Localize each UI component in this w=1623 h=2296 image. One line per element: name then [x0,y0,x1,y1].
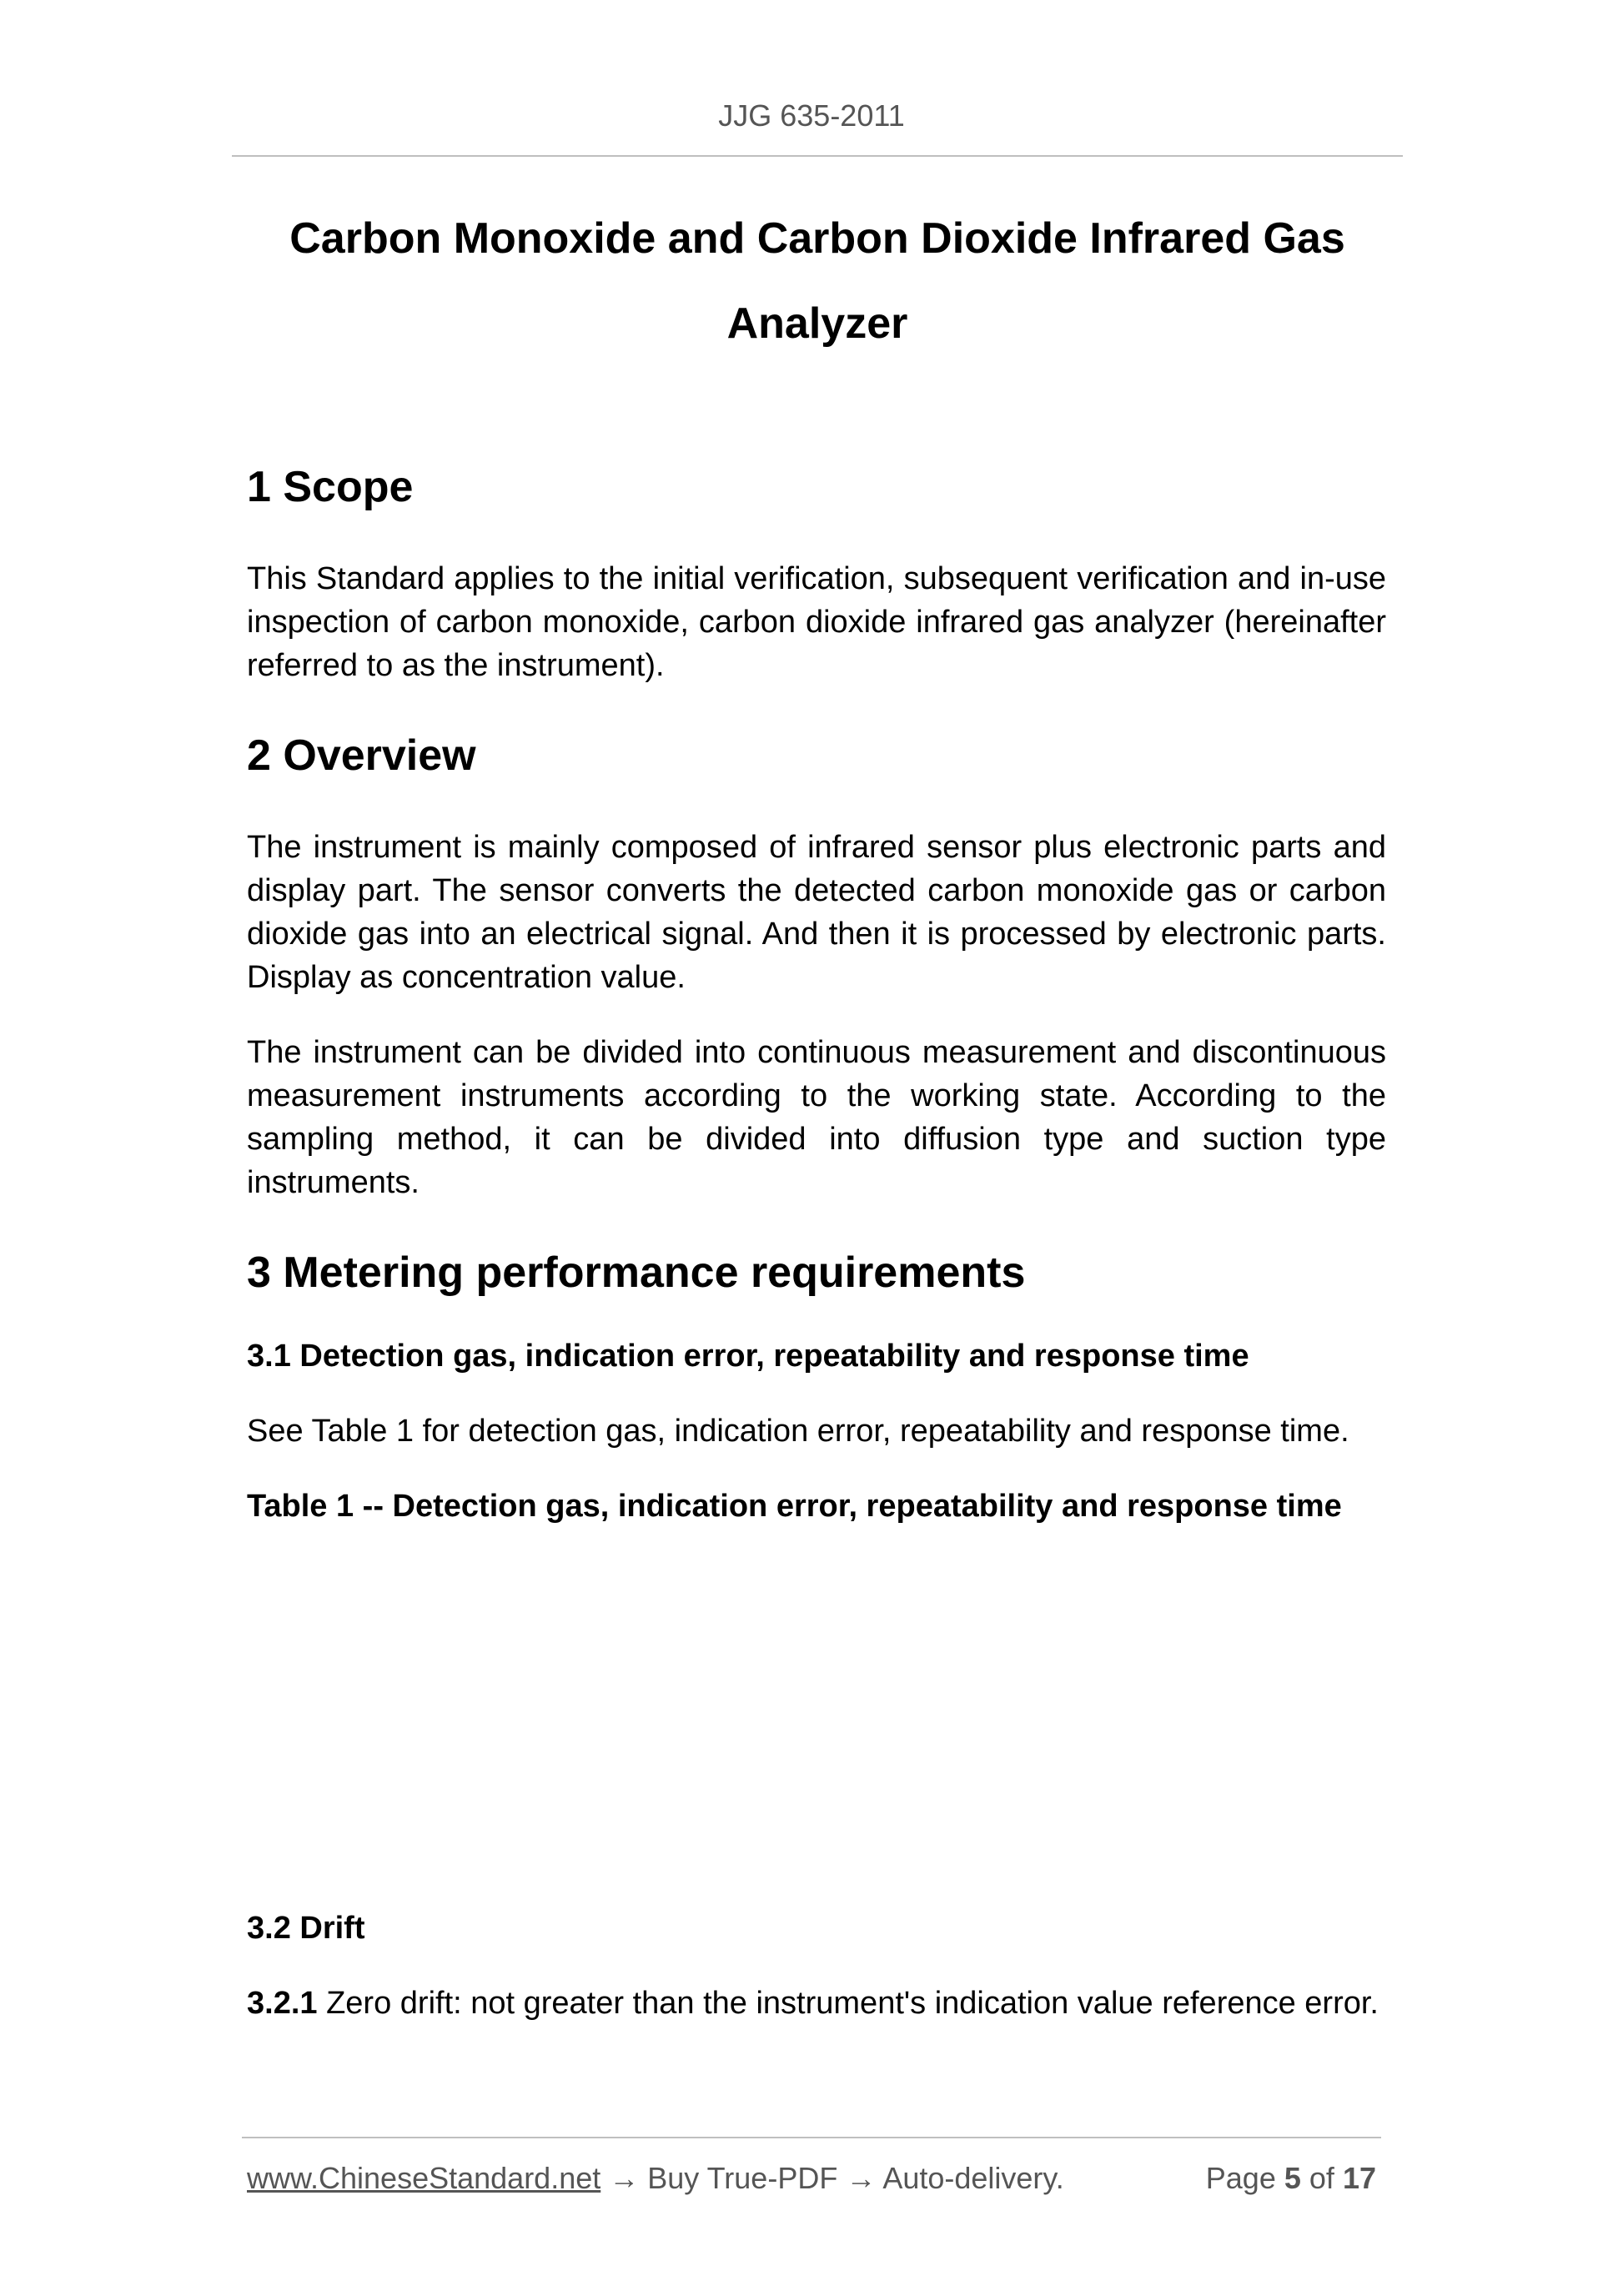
subsection-heading-3-1: 3.1 Detection gas, indication error, repeatability and response time [247,1339,1249,1374]
section-heading-metering: 3 Metering performance requirements [247,1248,1026,1297]
document-body [247,457,1386,2025]
overview-paragraph-1: The instrument is mainly composed of infrared sensor plus electronic parts and display part. The sensor converts the detected carbon monoxide gas or carbon dioxide gas into an electrical signal. And then it is processed by electronic parts. Display as concentration value. [247,830,1386,995]
item-3-2-1-paragraph [247,1982,1386,2025]
footer-divider [242,2137,1381,2138]
footer-website-link[interactable]: www.ChineseStandard.net [247,2161,601,2195]
page-label: Page [1205,2161,1276,2195]
section-heading-overview: 2 Overview [247,731,476,780]
item-3-2-1-number: 3.2.1 [247,1986,318,2021]
document-title-line-1: Carbon Monoxide and Carbon Dioxide Infrared Gas [289,214,1345,263]
section-heading-scope: 1 Scope [247,463,414,511]
subsection-heading-3-2: 3.2 Drift [247,1911,365,1946]
page-number: 5 [1284,2161,1301,2195]
header-standard-code: JJG 635-2011 [718,98,905,133]
footer-promo-text: → Buy True-PDF → Auto-delivery. [600,2161,1064,2195]
header-divider [232,155,1403,157]
scope-paragraph: This Standard applies to the initial verification, subsequent verification and in-use inspection of carbon monoxide, carbon dioxide infrared gas analyzer (hereinafter referred to as the instrument). [247,561,1386,683]
of-label: of [1309,2161,1334,2195]
table-1-caption: Table 1 -- Detection gas, indication error, repeatability and response time [247,1489,1342,1524]
overview-paragraph-2: The instrument can be divided into continuous measurement and discontinuous measurement instruments according to the working state. According to the sampling method, it can be divided into diffusion type and suction type instruments. [247,1035,1386,1200]
subsection-3-1-paragraph: See Table 1 for detection gas, indication error, repeatability and response time. [247,1414,1349,1449]
page-indicator [1206,2158,1376,2198]
footer-promo [247,2158,1064,2198]
item-3-2-1-text: Zero drift: not greater than the instrument's indication value reference error. [317,1986,1379,2021]
document-title [232,196,1403,366]
document-title-line-2: Analyzer [726,299,908,348]
table-1-placeholder [247,1528,1386,1907]
total-pages: 17 [1342,2161,1376,2195]
